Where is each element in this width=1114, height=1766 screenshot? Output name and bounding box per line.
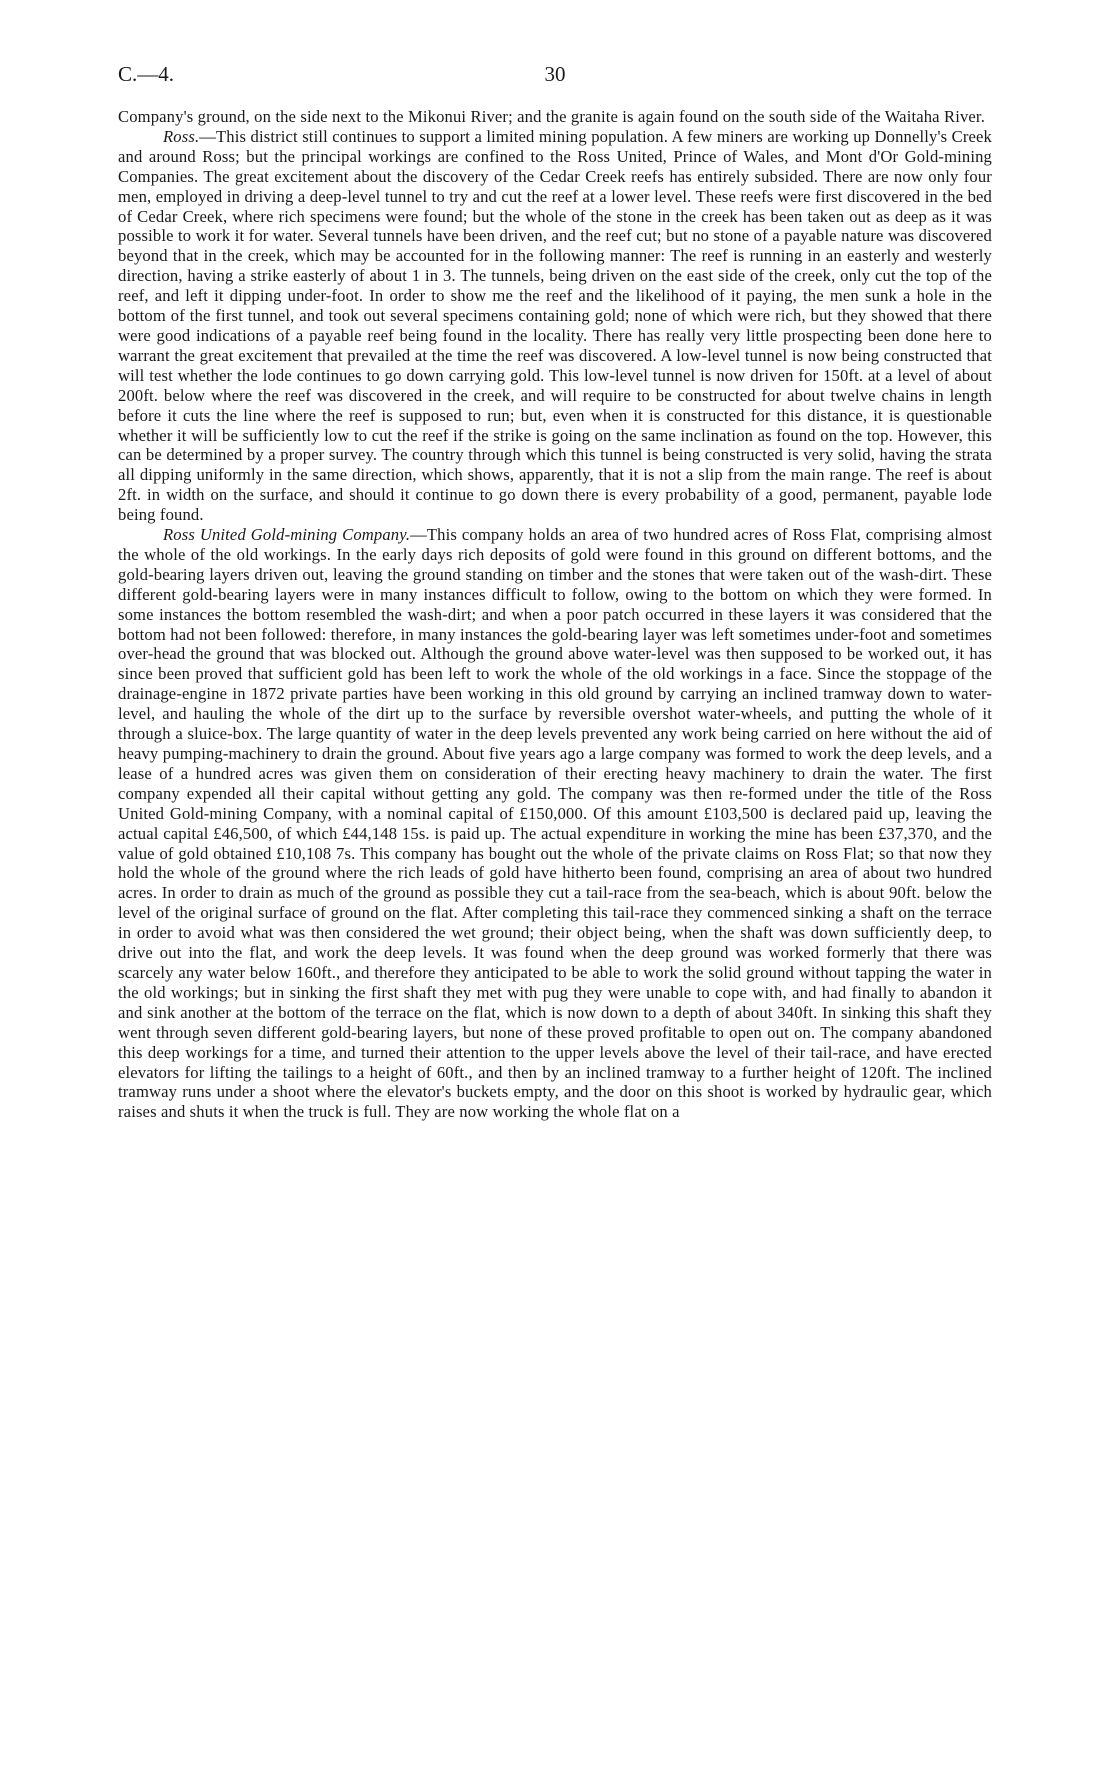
paragraph-heading: Ross. bbox=[163, 126, 200, 146]
page-header bbox=[118, 56, 992, 90]
document-reference: C.—4. bbox=[118, 62, 175, 86]
paragraph-continuation bbox=[118, 107, 992, 127]
body-text bbox=[118, 107, 992, 1122]
paragraph-ross bbox=[118, 127, 992, 525]
paragraph-text: —This district still continues to support a limited mining population. A few miners are working up Donnelly's Creek and around Ross; but the principal workings are confined to the Ross United, Prince of Wales, and Mont d'Or Gold-mining Companies. The great excitement about the discovery of the Cedar Creek reefs has entirely subsided. There are now only four men, employed in driving a deep-level tunnel to try and cut the reef at a lower level. These reefs were first discovered in the bed of Cedar Creek, where rich specimens were found; but the whole of the stone in the creek has been taken out as deep as it was possible to work it for water. Several tunnels have been driven, and the reef cut; but no stone of a payable nature was discovered beyond that in the creek, which may be accounted for in the following manner: The reef is running in an easterly and westerly direction, having a strike easterly of about 1 in 3. The tunnels, being driven on the east side of the creek, only cut the top of the reef, and left it dipping under-foot. In order to show me the reef and the likelihood of it paying, the men sunk a hole in the bottom of the first tunnel, and took out several specimens containing gold; none of which were rich, but they showed that there were good indications of a payable reef being found in the locality. There has really very little prospecting been done here to warrant the great excitement that prevailed at the time the reef was discovered. A low-level tunnel is now being constructed that will test whether the lode continues to go down carrying gold. This low-level tunnel is now driven for 150ft. at a level of about 200ft. below where the reef was discovered in the creek, and will require to be constructed for about twelve chains in length before it cuts the line where the reef is supposed to run; but, even when it is constructed for this distance, it is questionable whether it will be sufficiently low to cut the reef if the strike is going on the same inclination as found on the top. However, this can be determined by a proper survey. The country through which this tunnel is being constructed is very solid, having the strata all dipping uniformly in the same direction, which shows, apparently, that it is not a slip from the main range. The reef is about 2ft. in width on the surface, and should it continue to go down there is every probability of a good, permanent, payable lode being found. bbox=[118, 126, 992, 525]
page-number: 30 bbox=[544, 62, 566, 86]
paragraph-heading: Ross United Gold-mining Company. bbox=[163, 525, 411, 545]
paragraph-ross-united bbox=[118, 525, 992, 1122]
paragraph-text: Company's ground, on the side next to the Mikonui River; and the granite is again found on the south side of the Waitaha River. bbox=[118, 107, 985, 126]
paragraph-text: —This company holds an area of two hundred acres of Ross Flat, comprising almost the whole of the old workings. In the early days rich deposits of gold were found in this ground on different bottoms, and the gold-bearing layers driven out, leaving the ground standing on timber and the stones that were taken out of the wash-dirt. These different gold-bearing layers were in many instances difficult to follow, owing to the bottom on which they were formed. In some instances the bottom resembled the wash-dirt; and when a poor patch occurred in these layers it was considered that the bottom had not been followed: therefore, in many instances the gold-bearing layer was left sometimes under-foot and sometimes over-head the ground that was blocked out. Although the ground above water-level was then supposed to be worked out, it has since been proved that sufficient gold has been left to work the whole of the old workings in a face. Since the stoppage of the drainage-engine in 1872 private parties have been working in this old ground by carrying an inclined tramway down to water-level, and hauling the whole of the dirt up to the surface by reversible overshot water-wheels, and putting the whole of it through a sluice-box. The large quantity of water in the deep levels prevented any work being carried on here without the aid of heavy pumping-machinery to drain the ground. About five years ago a large company was formed to work the deep levels, and a lease of a hundred acres was given them on consideration of their erecting heavy machinery to drain the water. The first company expended all their capital without getting any gold. The company was then re-formed under the title of the Ross United Gold-mining Company, with a nominal capital of £150,000. Of this amount £103,500 is declared paid up, leaving the actual capital £46,500, of which £44,148 15s. is paid up. The actual expenditure in working the mine has been £37,370, and the value of gold obtained £10,108 7s. This company has bought out the whole of the private claims on Ross Flat; so that now they hold the whole of the ground where the rich leads of gold have hitherto been found, comprising an area of about two hundred acres. In order to drain as much of the ground as possible they cut a tail-race from the sea-beach, which is about 90ft. below the level of the original surface of ground on the flat. After completing this tail-race they commenced sinking a shaft on the terrace in order to avoid what was then considered the wet ground; their object being, when the shaft was down sufficiently deep, to drive out into the flat, and work the deep levels. It was found when the deep ground was worked formerly that there was scarcely any water below 160ft., and therefore they anticipated to be able to work the solid ground without tapping the water in the old workings; but in sinking the first shaft they met with pug they were unable to cope with, and had finally to abandon it and sink another at the bottom of the terrace on the flat, which is now down to a depth of about 340ft. In sinking this shaft they went through seven different gold-bearing layers, but none of these proved profitable to open out on. The company abandoned this deep workings for a time, and turned their attention to the upper levels above the level of their tail-race, and have erected elevators for lifting the tailings to a height of 60ft., and then by an inclined tramway to a further height of 120ft. The inclined tramway runs under a shoot where the elevator's buckets empty, and the door on this shoot is worked by hydraulic gear, which raises and shuts it when the truck is full. They are now working the whole flat on a bbox=[118, 525, 992, 1122]
